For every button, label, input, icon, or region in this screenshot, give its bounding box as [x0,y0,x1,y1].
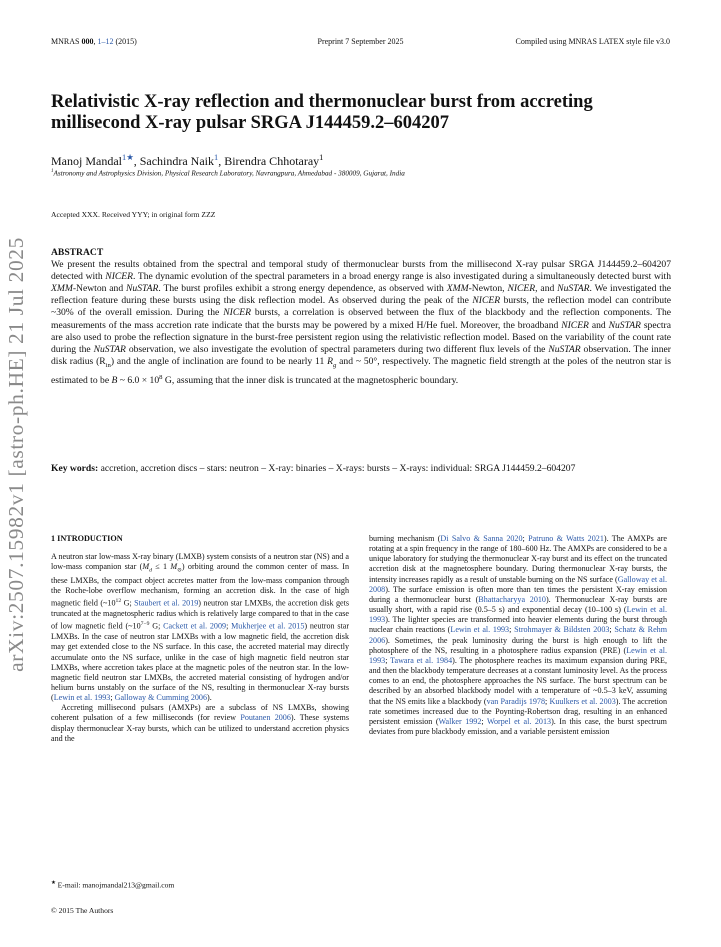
running-header [51,37,670,46]
paragraph: A neutron star low-mass X-ray binary (LMXB) system consists of a neutron star (NS) and a low-mass companion star ($M_d \le 1$ $M_⊙$) orbiting around the common center of mass. In these LMXBs, the compact object accretes matter from the low-mass companion through the Roche-lobe overflow mechanism, forming an accretion disk. In the case of high magnetic field ($\sim 10^{12}$ G; Staubert et al. 2019) neutron star LMXBs, the accretion disk gets truncated at the magnetospheric radius which is relatively large compared to that in the case of low magnetic field ($\sim 10^{7-9}$ G; Cackett et al. 2009; Mukherjee et al. 2015) neutron star LMXBs. In the case of neutron star LMXBs with a low magnetic field, the accretion disk may get extended close to the NS surface. In this case, the accreted material may directly accumulate onto the NS surface, unlike in the case of high magnetic field neutron star LMXBs, where accretion takes place at the magnetic poles of the neutron star. In the low-magnetic field neutron star LMXBs, the accreted material consisting of hydrogen and/or helium burns unstably on the surface of the NS, resulting in thermonuclear X-ray bursts (Lewin et al. 1993; Galloway & Cumming 2006). [51,552,350,703]
affiliation: $^1$Astronomy and Astrophysics Division, Physical Research Laboratory, Navrangpura, Ahmedabad - 380009, Gujarat, India [51,169,405,178]
citation-link[interactable]: Lewin et al. 1993 [369,645,667,665]
citation-link[interactable]: Bhattacharyya 2010 [478,594,546,604]
author-name: Sachindra Naik [139,154,215,168]
page-range-link[interactable]: 1–12 [97,37,114,46]
citation-link[interactable]: Strohmayer & Bildsten 2003 [514,625,610,635]
citation-link[interactable]: Tawara et al. 1984 [390,655,453,665]
abstract: ABSTRACT We present the results obtained from the spectral and temporal study of thermonuclear bursts from the millisecond X-ray pulsar SRGA J144459.2–604207 detected with NICER. The dynamic evolution of the spectral parameters in a broad energy range is also investigated during a simultaneously detected burst with XMM-Newton and NuSTAR. The burst profiles exhibit a strong energy dependence, as observed with XMM-Newton, NICER, and NuSTAR. We investigated the reflection feature during these bursts using the disk reflection model. As observed during the peak of the NICER bursts, the reflection model can contribute ~30% of the overall emission. During the NICER bursts, a correlation is observed between the flux of the blackbody and the reflection components. The measurements of the mass accretion rate indicate that the bursts may be powered by a mixed H/He fuel. Moreover, the broadband NICER and NuSTAR spectra are also used to probe the reflection signature in the burst-free persistent region using the relativistic reflection model. Based on the variability of the count rate during the NuSTAR observation, we also investigate the evolution of spectral parameters during two different flux levels of the NuSTAR observation. The inner disk radius $(R_{in})$ and the angle of inclination are found to be nearly 11 $R_g$ and ~ 50°, respectively. The magnetic field strength at the poles of the neutron star is estimated to be B ~ $6.0 \times 10^8$ G, assuming that the inner disk is truncated at the magnetospheric boundary. [51,247,672,387]
citation-link[interactable]: Lewin et al. 1993 [53,693,111,703]
citation-link[interactable]: Lewin et al. 1993 [369,605,667,625]
section-heading: 1 INTRODUCTION [51,534,123,543]
preprint-date: Preprint 7 September 2025 [317,37,404,46]
citation-link[interactable]: van Paradijs 1978 [486,696,546,706]
citation-link[interactable]: Poutanen 2006 [240,713,291,723]
abstract-heading: ABSTRACT [51,247,104,258]
paragraph: Accreting millisecond pulsars (AMXPs) are a subclass of NS LMXBs, showing coherent pulsation of a few milliseconds (for review Poutanen 2006). These systems display thermonuclear X-ray bursts, which can be utilized to understand accretion physics and the [51,703,349,743]
column-left [51,534,349,744]
citation-link[interactable]: Patruno & Watts 2021 [528,534,604,543]
author-name: Manoj Mandal [51,154,122,168]
copyright: © 2015 The Authors [51,906,114,915]
compiled-note: Compiled using MNRAS LATEX style file v3.0 [515,37,670,46]
citation-link[interactable]: Kuulkers et al. 2003 [549,696,616,706]
footnote-email: ★ E-mail: manojmandal213@gmail.com [51,880,175,890]
journal-ref: MNRAS 000, 1–12 (2015) [51,37,137,46]
author-mark[interactable]: 1★ [122,153,134,162]
citation-link[interactable]: Galloway & Cumming 2006 [114,693,208,703]
column-right [369,534,667,737]
citation-link[interactable]: Worpel et al. 2013 [487,716,552,726]
author-name: Birendra Chhotaray [224,154,320,168]
citation-link[interactable]: Galloway et al. 2008 [369,574,667,594]
accepted-note: Accepted XXX. Received YYY; in original form ZZZ [51,210,216,219]
citation-link[interactable]: Lewin et al. 1993 [450,625,510,635]
citation-link[interactable]: Schatz & Rehm 2006 [369,625,668,645]
keywords: Key words: accretion, accretion discs – stars: neutron – X-ray: binaries – X-rays: bursts – X-rays: individual: SRGA J144459.2–604207 [51,463,576,474]
author-mark[interactable]: 1 [214,153,219,162]
author-mark: 1 [319,153,324,162]
citation-link[interactable]: Staubert et al. 2019 [134,599,199,609]
paragraph: burning mechanism (Di Salvo & Sanna 2020; Patruno & Watts 2021). The AMXPs are rotating at a spin frequency in the range of 180–600 Hz. The AMXPs are considered to be a unique laboratory for studying the thermonuclear X-ray burst and its effect on the truncated accretion disk at the magnetosphere boundary. During thermonuclear X-ray bursts, the intensity increases rapidly as a result of unstable burning on the NS surface (Galloway et al. 2008). The surface emission is often more than ten times the persistent X-ray emission during a thermonuclear burst (Bhattacharyya 2010). Thermonuclear X-ray bursts are usually short, with a rapid rise (0.5–5 s) and exponential decay (10–100 s) (Lewin et al. 1993). The lighter species are transformed into heavier elements during the burst through nuclear chain reactions (Lewin et al. 1993; Strohmayer & Bildsten 2003; Schatz & Rehm 2006). Sometimes, the peak luminosity during the burst is high enough to lift the photosphere of the NS, resulting in a photosphere radius expansion (PRE) (Lewin et al. 1993; Tawara et al. 1984). The photosphere reaches its maximum expansion during PRE, and then the blackbody temperature decreases at a constant luminosity level. As the process comes to an end, the photosphere approaches the NS surface. The burst spectrum can be described by an absorbed blackbody model with a temperature of ~0.5–3 keV, assuming that the NS emits like a blackbody (van Paradijs 1978; Kuulkers et al. 2003). The accretion rate sometimes increased due to the Poynting-Robertson drag, resulting in an enhanced persistent emission (Walker 1992; Worpel et al. 2013). In this case, the burst spectrum deviates from pure blackbody emission, and a variable persistent emission [369,534,668,736]
arxiv-stamp: arXiv:2507.15982v1 [astro-ph.HE] 21 Jul 2025 [4,237,28,672]
author-list: Manoj Mandal$^{1★}$, Sachindra Naik$^1$, Birendra Chhotaray$^1$ [51,153,324,168]
citation-link[interactable]: Cackett et al. 2009 [163,622,227,632]
citation-link[interactable]: Walker 1992 [438,716,482,726]
citation-link[interactable]: Di Salvo & Sanna 2020 [440,534,523,543]
paper-title: Relativistic X-ray reflection and thermonuclear burst from accreting millisecond X-ray pulsar SRGA J144459.2–604207 [51,92,593,133]
citation-link[interactable]: Mukherjee et al. 2015 [231,622,305,632]
